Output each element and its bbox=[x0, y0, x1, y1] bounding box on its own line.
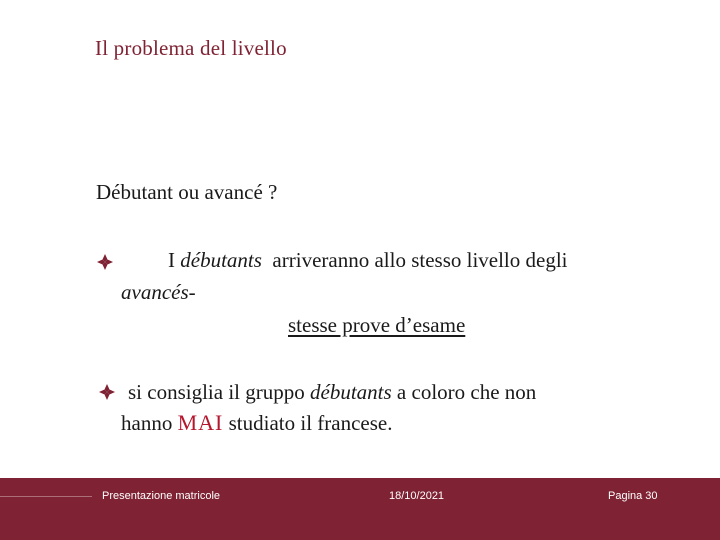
footer-bar bbox=[0, 478, 720, 540]
bullet-1-line-1: I débutants arriveranno allo stesso livello degli bbox=[168, 248, 568, 272]
diamond-bullet-icon bbox=[96, 253, 114, 271]
footer-presentation-name: Presentazione matricole bbox=[102, 490, 221, 502]
bullet-1-line-2: avancés- bbox=[121, 280, 196, 304]
footer-date: 18/10/2021 bbox=[389, 490, 445, 502]
slide-title: Il problema del livello bbox=[95, 36, 287, 60]
bullet-2-line-1: si consiglia il gruppo débutants a coloro che non bbox=[128, 380, 537, 404]
footer-divider bbox=[0, 496, 92, 497]
footer-page-number: Pagina 30 bbox=[608, 490, 658, 502]
bullet-1-underlined-text: stesse prove d’esame bbox=[288, 313, 466, 337]
bullet-2-line-2: hanno MAI studiato il francese. bbox=[121, 410, 393, 435]
diamond-bullet-icon bbox=[98, 383, 116, 401]
slide-heading: Débutant ou avancé ? bbox=[96, 180, 278, 204]
